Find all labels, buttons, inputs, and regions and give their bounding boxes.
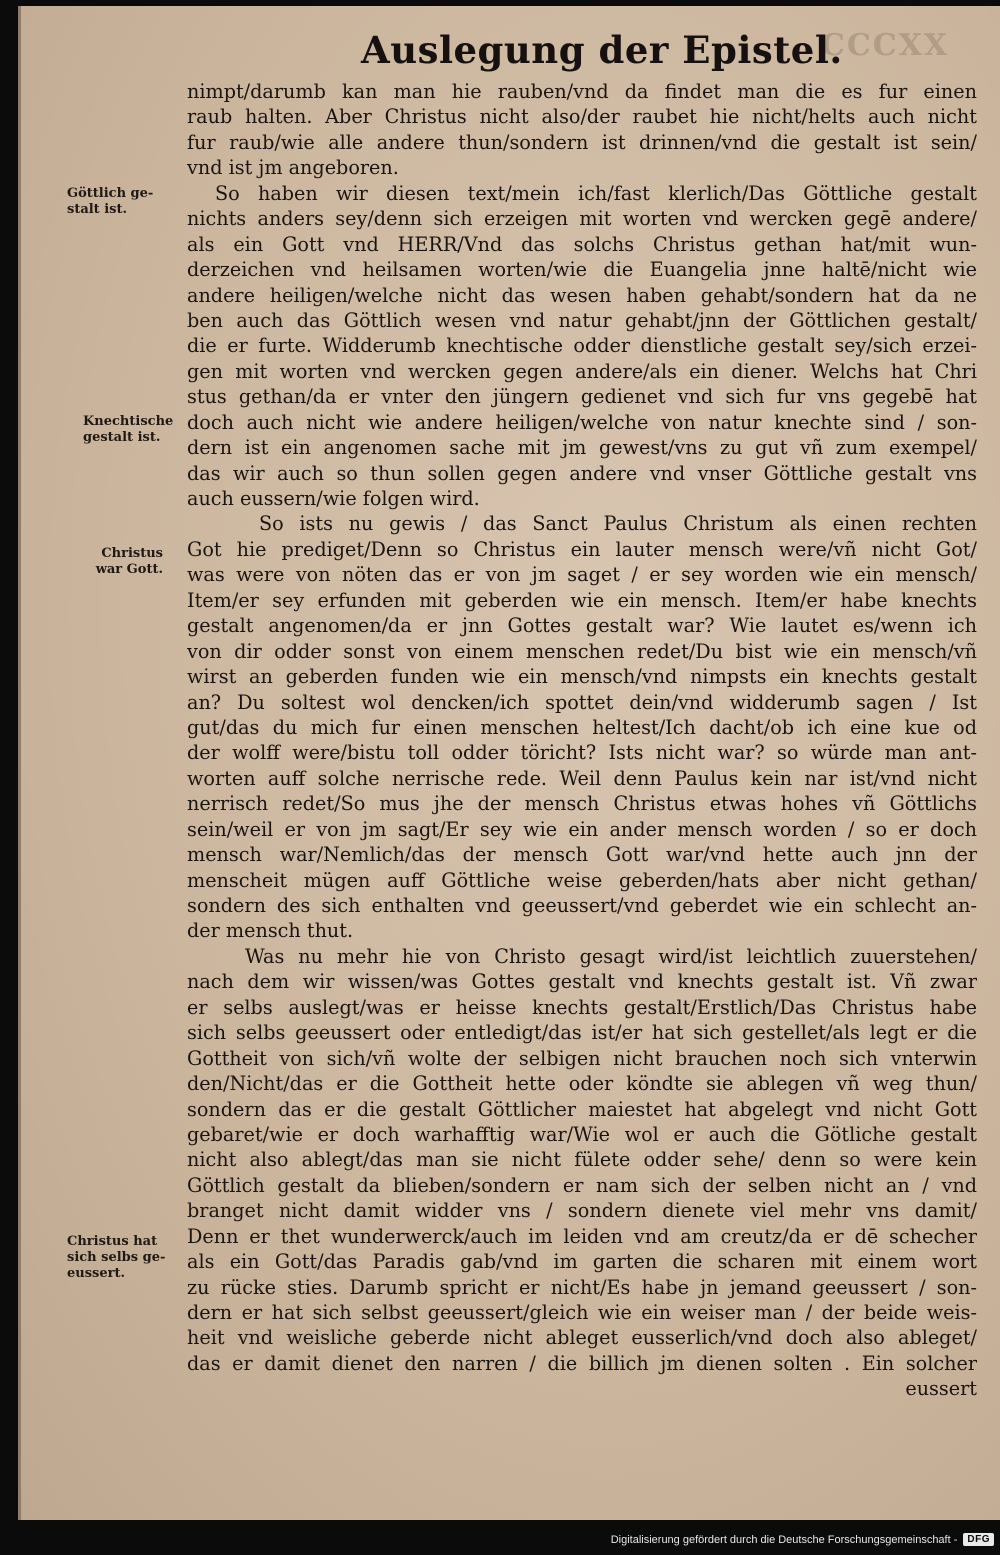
margin-note-geeussert: Christus hat sich selbs ge- eussert. (67, 1234, 166, 1281)
text-line: branget nicht damit widder vns / sondern dienete viel mehr vns damit/ (187, 1199, 977, 1223)
text-line: den/Nicht/das er die Gottheit hette oder köndte sie ablegen vñ weg thun/ (187, 1072, 977, 1096)
text-line: dern ist ein angenomen sache mit jm gewest/vns zu gut vñ zum exempel/ (187, 436, 977, 460)
text-line: was were von nöten das er von jm saget / er sey worden wie ein mensch/ (187, 563, 977, 587)
text-line: nach dem wir wissen/was Gottes gestalt vnd knechts gestalt ist. Vñ zwar (187, 970, 977, 994)
text-line: auch eussern/wie folgen wird. (187, 487, 480, 510)
margin-note-knechtisch: Knechtische gestalt ist. (83, 414, 174, 445)
text-line: gut/das du mich fur einen menschen heltest/Ich dacht/ob ich eine kue od (187, 715, 977, 739)
text-line: nimpt/darumb kan man hie rauben/vnd da findet man die es fur einen (187, 80, 977, 103)
text-line: Got hie prediget/Denn so Christus ein lauter mensch were/vñ nicht Got/ (187, 537, 977, 561)
text-line: heit vnd weisliche geberde nicht ableget eusserlich/vnd doch also ableget/ (187, 1326, 977, 1350)
running-head: Auslegung der Epistel. (361, 28, 843, 72)
text-line: sich selbs geeussert oder entledigt/das ist/er hat sich gestellet/als legt er die (187, 1021, 977, 1045)
text-line: das wir auch so thun sollen gegen andere vnd vnser Göttliche gestalt vns (187, 461, 977, 485)
text-line: sein/weil er von jm sagt/Er sey wie ein ander mensch worden / so er doch (187, 817, 977, 841)
text-line: worten auff solche nerrische rede. Weil denn Paulus kein nar ist/vnd nicht (187, 766, 977, 790)
margin-note-goettlich: Göttlich ge- stalt ist. (67, 186, 154, 217)
text-line: ben auch das Göttlich wesen vnd natur gehabt/jnn der Göttlichen gestalt/ (187, 308, 977, 332)
text-line: menscheit mügen auff Göttliche weise geberden/hats aber nicht gethan/ (187, 868, 977, 892)
text-line: Denn er thet wunderwerck/auch im leiden vnd am creutz/da er dē schecher (187, 1224, 977, 1248)
margin-note-christus-gott: Christus war Gott. (95, 546, 163, 577)
text-line: sondern des sich enthalten vnd geeussert/vnd geberdet wie ein schlecht an- (187, 894, 977, 917)
text-line: das er damit dienet den narren / die billich jm dienen solten . Ein solcher (187, 1351, 977, 1375)
text-line: gestalt angenomen/da er jnn Gottes gestalt war? Wie lautet es/wenn ich (187, 614, 977, 638)
text-line: So haben wir diesen text/mein ich/fast klerlich/Das Göttliche gestalt (215, 181, 977, 205)
text-line: nerrisch redet/So mus jhe der mensch Christus etwas hohes vñ Göttlichs (187, 792, 977, 816)
text-line: stus gethan/da er vnter den jüngern gedienet vnd sich fur vns gegebē hat (187, 385, 977, 409)
text-line: als ein Gott vnd HERR/Vnd das solchs Christus gethan hat/mit wun- (187, 232, 977, 256)
text-line: vnd ist jm angeboren. (187, 156, 399, 180)
text-line: nicht also ablegt/das man sie nicht fülete odder sehe/ denn so were kein (187, 1148, 977, 1172)
text-line: zu rücke sties. Darumb spricht er nicht/Es habe jn jemand geeussert / son- (187, 1275, 977, 1299)
footer (611, 1533, 994, 1546)
text-line: doch auch nicht wie andere heiligen/welche von natur knechte sind / son- (187, 410, 977, 434)
text-line: wirst an geberden funden wie ein mensch/vnd nimpsts ein knechts gestalt (187, 665, 977, 689)
text-line: gen mit worten vnd wercken gegen andere/als ein diener. Welchs hat Chri (187, 359, 977, 383)
bleed-through-header: CCCXX (821, 28, 950, 63)
text-line: andere heiligen/welche nicht das wesen haben gehabt/sondern hat da ne (187, 283, 977, 307)
text-line: Göttlich gestalt da blieben/sondern er nam sich der selben nicht an / vnd (187, 1173, 977, 1197)
text-line: eussert (905, 1377, 977, 1401)
text-line: Gottheit von sich/vñ wolte der selbigen nicht brauchen noch sich vnterwin (187, 1046, 977, 1070)
text-line: der mensch thut. (187, 919, 354, 943)
book-page (18, 6, 1000, 1520)
text-line: die er furte. Widderumb knechtische odder dienstliche gestalt sey/sich erzei- (187, 334, 977, 358)
footer-credit: Digitalisierung gefördert durch die Deutsche Forschungsgemeinschaft - (610, 1533, 958, 1546)
text-line: sondern das er die gestalt Göttlicher maiestet hat abgelegt vnd nicht Gott (187, 1097, 977, 1121)
text-line: von dir odder sonst von einem menschen redet/Du bist wie ein mensch/vñ (187, 639, 977, 663)
text-line: Was nu mehr hie von Christo gesagt wird/ist leichtlich zuuerstehen/ (245, 944, 977, 968)
dfg-logo: DFG (963, 1533, 994, 1546)
text-line: derzeichen vnd heilsamen worten/wie die Euangelia jnne haltē/nicht wie (187, 258, 977, 282)
text-line: dern er hat sich selbst geeussert/gleich wie ein weiser man / der beide weis- (187, 1301, 977, 1324)
body-text (187, 79, 977, 1402)
text-line: mensch war/Nemlich/das der mensch Gott war/vnd hette auch jnn der (187, 843, 977, 867)
text-line: Item/er sey erfunden mit geberden wie ein mensch. Item/er habe knechts (187, 588, 977, 612)
text-line: raub halten. Aber Christus nicht also/der raubet hie nicht/helts auch nicht (187, 105, 977, 129)
text-line: er selbs auslegt/was er heisse knechts gestalt/Erstlich/Das Christus habe (187, 995, 977, 1019)
text-line: fur raub/wie alle andere thun/sondern ist drinnen/vnd die gestalt ist sein/ (187, 130, 977, 154)
text-line: nichts anders sey/denn sich erzeigen mit worten vnd wercken gegē andere/ (187, 207, 977, 231)
text-line: gebaret/wie er doch warhafftig war/Wie wol er auch die Götliche gestalt (187, 1122, 977, 1146)
text-line: als ein Gott/das Paradis gab/vnd im garten die scharen mit einem wort (187, 1250, 977, 1274)
text-line: So ists nu gewis / das Sanct Paulus Christum als einen rechten (259, 512, 977, 536)
text-line: der wolff were/bistu toll odder töricht? Ists nicht war? so würde man ant- (187, 741, 977, 765)
text-line: an? Du soltest wol dencken/ich spottet dein/vnd widderumb sagen / Ist (187, 690, 977, 714)
